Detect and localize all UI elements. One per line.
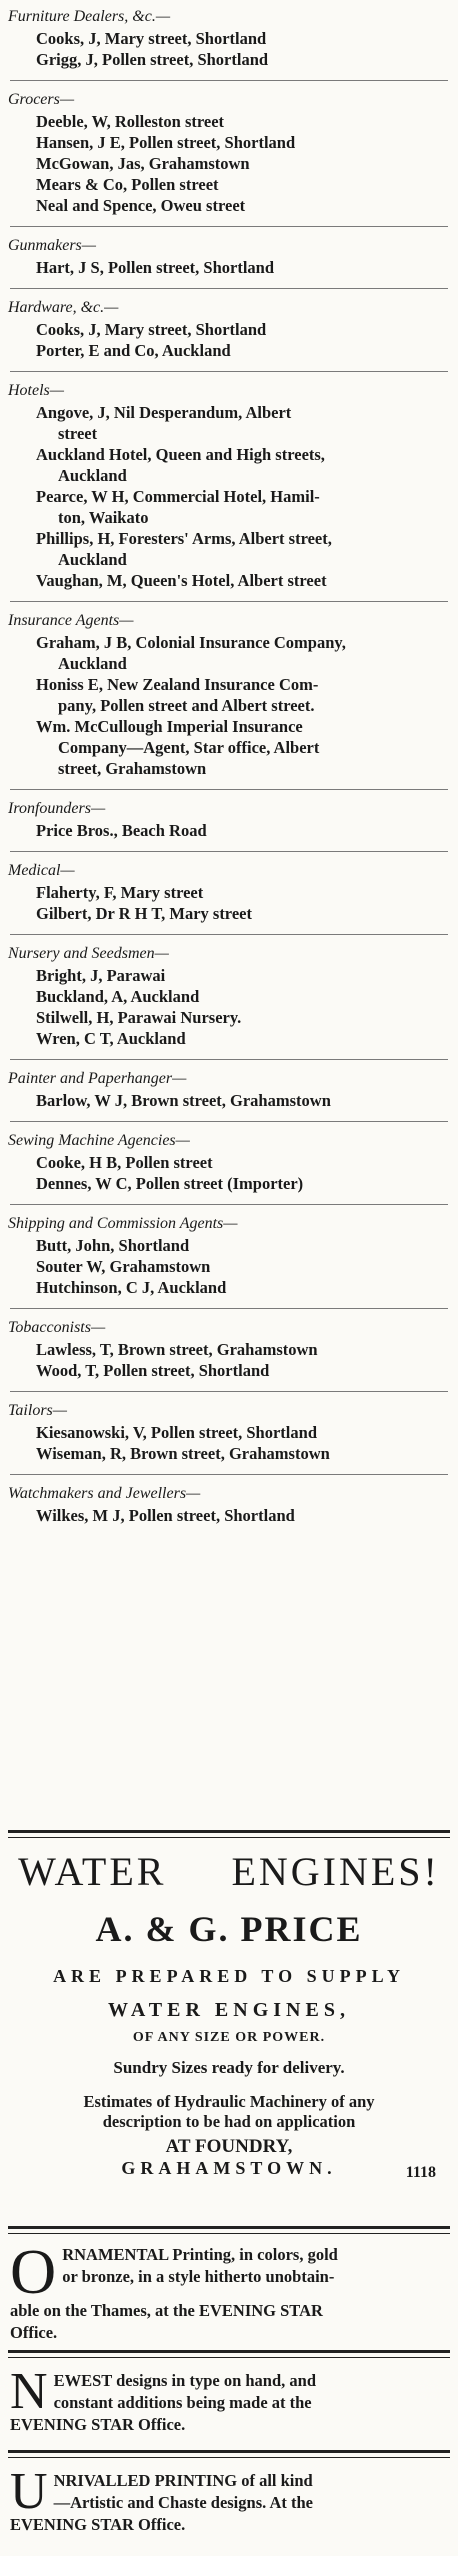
directory-entry: Wm. McCullough Imperial Insurance [36, 717, 303, 736]
section-divider [10, 1308, 448, 1309]
drop-cap: U [10, 2463, 48, 2520]
ad-text-line: Office. [10, 2323, 58, 2342]
directory-section [0, 789, 458, 841]
directory-entry: Pearce, W H, Commercial Hotel, Hamil- [36, 487, 320, 506]
directory-entry: Flaherty, F, Mary street [36, 883, 204, 902]
directory-entry-continuation: street, Grahamstown [58, 759, 207, 778]
category-heading: Grocers— [8, 91, 75, 108]
ornamental-printing-ad [10, 2236, 448, 2344]
section-divider [10, 1474, 448, 1475]
directory-entry: Graham, J B, Colonial Insurance Company, [36, 633, 346, 652]
directory-section [0, 6, 458, 70]
water-engines-ad [10, 1848, 448, 2184]
ad-line-1: ARE PREPARED TO SUPPLY [53, 1966, 405, 1986]
directory-entry: Deeble, W, Rolleston street [36, 112, 225, 131]
directory-entry: McGowan, Jas, Grahamstown [36, 154, 250, 173]
ad-line-2: WATER ENGINES, [108, 1999, 350, 2021]
directory-section [0, 288, 458, 361]
category-heading: Sewing Machine Agencies— [8, 1132, 190, 1149]
directory-section [0, 1121, 458, 1194]
directory-entry: Auckland Hotel, Queen and High streets, [36, 445, 325, 464]
category-heading: Furniture Dealers, &c.— [8, 8, 171, 25]
directory-section [0, 1391, 458, 1464]
directory-section [0, 1474, 458, 1526]
directory-entry: Buckland, A, Auckland [36, 987, 200, 1006]
ad-text-line: NRIVALLED PRINTING of all kind [53, 2471, 313, 2490]
directory-entry: Phillips, H, Foresters' Arms, Albert street, [36, 529, 332, 548]
directory-section [0, 1308, 458, 1381]
ad-headline [10, 1848, 448, 1896]
category-heading: Tailors— [8, 1402, 67, 1419]
section-divider [10, 1204, 448, 1205]
directory-entry: Mears & Co, Pollen street [36, 175, 219, 194]
ad-number: 1118 [405, 2164, 436, 2181]
directory-entry: Honiss E, New Zealand Insurance Com- [36, 675, 319, 694]
directory-entry: Lawless, T, Brown street, Grahamstown [36, 1340, 318, 1359]
directory-entry: Souter W, Grahamstown [36, 1257, 211, 1276]
directory-entry: Dennes, W C, Pollen street (Importer) [36, 1174, 304, 1193]
directory-entry: Hansen, J E, Pollen street, Shortland [36, 133, 296, 152]
directory-entry: Porter, E and Co, Auckland [36, 341, 231, 360]
ad-text-line: RNAMENTAL Printing, in colors, gold [62, 2245, 338, 2264]
directory-entry: Stilwell, H, Parawai Nursery. [36, 1008, 242, 1027]
section-divider [10, 934, 448, 935]
category-heading: Medical— [8, 862, 75, 879]
directory-entry: Bright, J, Parawai [36, 966, 166, 985]
section-divider [10, 1121, 448, 1122]
category-heading: Nursery and Seedsmen— [8, 945, 169, 962]
category-heading: Gunmakers— [8, 237, 96, 254]
directory-entry: Grigg, J, Pollen street, Shortland [36, 50, 269, 69]
directory-entry: Wilkes, M J, Pollen street, Shortland [36, 1506, 295, 1525]
directory-entry-continuation: ton, Waikato [58, 508, 149, 527]
section-divider [10, 601, 448, 602]
category-heading: Painter and Paperhanger— [8, 1070, 187, 1087]
ad-headline-part-b: ENGINES! [231, 1849, 440, 1894]
section-divider [10, 288, 448, 289]
directory-entry: Wood, T, Pollen street, Shortland [36, 1361, 270, 1380]
double-rule [8, 2450, 450, 2458]
directory-entry: Gilbert, Dr R H T, Mary street [36, 904, 252, 923]
section-divider [10, 851, 448, 852]
section-divider [10, 226, 448, 227]
double-rule [8, 2226, 450, 2234]
ad-line-7: AT FOUNDRY, [165, 2136, 293, 2157]
directory-entry: Butt, John, Shortland [36, 1236, 190, 1255]
directory-entry: Cooks, J, Mary street, Shortland [36, 29, 267, 48]
directory-section [0, 601, 458, 779]
directory-entry-continuation: Auckland [58, 466, 127, 485]
directory-entry: Price Bros., Beach Road [36, 821, 207, 840]
section-divider [10, 1059, 448, 1060]
category-heading: Watchmakers and Jewellers— [8, 1485, 201, 1502]
category-heading: Shipping and Commission Agents— [8, 1215, 238, 1232]
directory-entry-continuation: Auckland [58, 550, 127, 569]
ad-headline-part-a: WATER [18, 1849, 167, 1894]
directory-section [0, 226, 458, 278]
directory-entry-continuation: street [58, 424, 98, 443]
double-rule [8, 2350, 450, 2358]
section-divider [10, 789, 448, 790]
section-divider [10, 371, 448, 372]
ad-line-5: Estimates of Hydraulic Machinery of any [83, 2092, 375, 2111]
category-heading: Tobacconists— [8, 1319, 106, 1336]
double-rule [8, 1830, 450, 1838]
drop-cap: N [10, 2363, 48, 2420]
unrivalled-printing-ad [10, 2463, 448, 2536]
ad-text-line: able on the Thames, at the EVENING STAR [10, 2301, 323, 2320]
ad-line-4: Sundry Sizes ready for delivery. [113, 2058, 345, 2077]
newest-designs-ad [10, 2363, 448, 2436]
directory-entry: Kiesanowski, V, Pollen street, Shortland [36, 1423, 317, 1442]
ad-last-row [10, 2158, 448, 2184]
directory-entry: Wiseman, R, Brown street, Grahamstown [36, 1444, 330, 1463]
directory-section [0, 1059, 458, 1111]
category-heading: Hotels— [8, 382, 64, 399]
ad-text-line: constant additions being made at the [53, 2393, 312, 2412]
category-heading: Ironfounders— [8, 800, 106, 817]
category-heading: Insurance Agents— [8, 612, 134, 629]
directory-entry: Hart, J S, Pollen street, Shortland [36, 258, 275, 277]
section-divider [10, 80, 448, 81]
ad-line-8: GRAHAMSTOWN. [121, 2158, 337, 2178]
directory-entry: Cooks, J, Mary street, Shortland [36, 320, 267, 339]
directory-entry: Barlow, W J, Brown street, Grahamstown [36, 1091, 331, 1110]
directory-entry-continuation: Auckland [58, 654, 127, 673]
directory-section [0, 934, 458, 1049]
directory-section [0, 1204, 458, 1298]
directory-entry: Vaughan, M, Queen's Hotel, Albert street [36, 571, 327, 590]
trade-directory [0, 6, 458, 1536]
section-divider [10, 1391, 448, 1392]
drop-cap: O [10, 2236, 57, 2307]
ad-text-line: EVENING STAR Office. [10, 2515, 186, 2534]
directory-entry: Neal and Spence, Oweu street [36, 196, 246, 215]
ad-text-line: or bronze, in a style hitherto unobtain- [62, 2267, 335, 2286]
ad-text-line: EVENING STAR Office. [10, 2415, 186, 2434]
directory-section [0, 851, 458, 924]
ad-line-6: description to be had on application [102, 2112, 356, 2131]
directory-entry: Angove, J, Nil Desperandum, Albert [36, 403, 292, 422]
ad-firm-name: A. & G. PRICE [95, 1909, 363, 1949]
ad-text-line: EWEST designs in type on hand, and [53, 2371, 316, 2390]
directory-entry-continuation: pany, Pollen street and Albert street. [58, 696, 315, 715]
directory-entry: Cooke, H B, Pollen street [36, 1153, 213, 1172]
ad-text-line: —Artistic and Chaste designs. At the [53, 2493, 313, 2512]
category-heading: Hardware, &c.— [8, 299, 119, 316]
directory-section [0, 80, 458, 216]
directory-entry: Hutchinson, C J, Auckland [36, 1278, 227, 1297]
directory-section [0, 371, 458, 591]
directory-entry-continuation: Company—Agent, Star office, Albert [58, 738, 320, 757]
directory-entry: Wren, C T, Auckland [36, 1029, 186, 1048]
ad-line-3: OF ANY SIZE OR POWER. [132, 2030, 326, 2045]
